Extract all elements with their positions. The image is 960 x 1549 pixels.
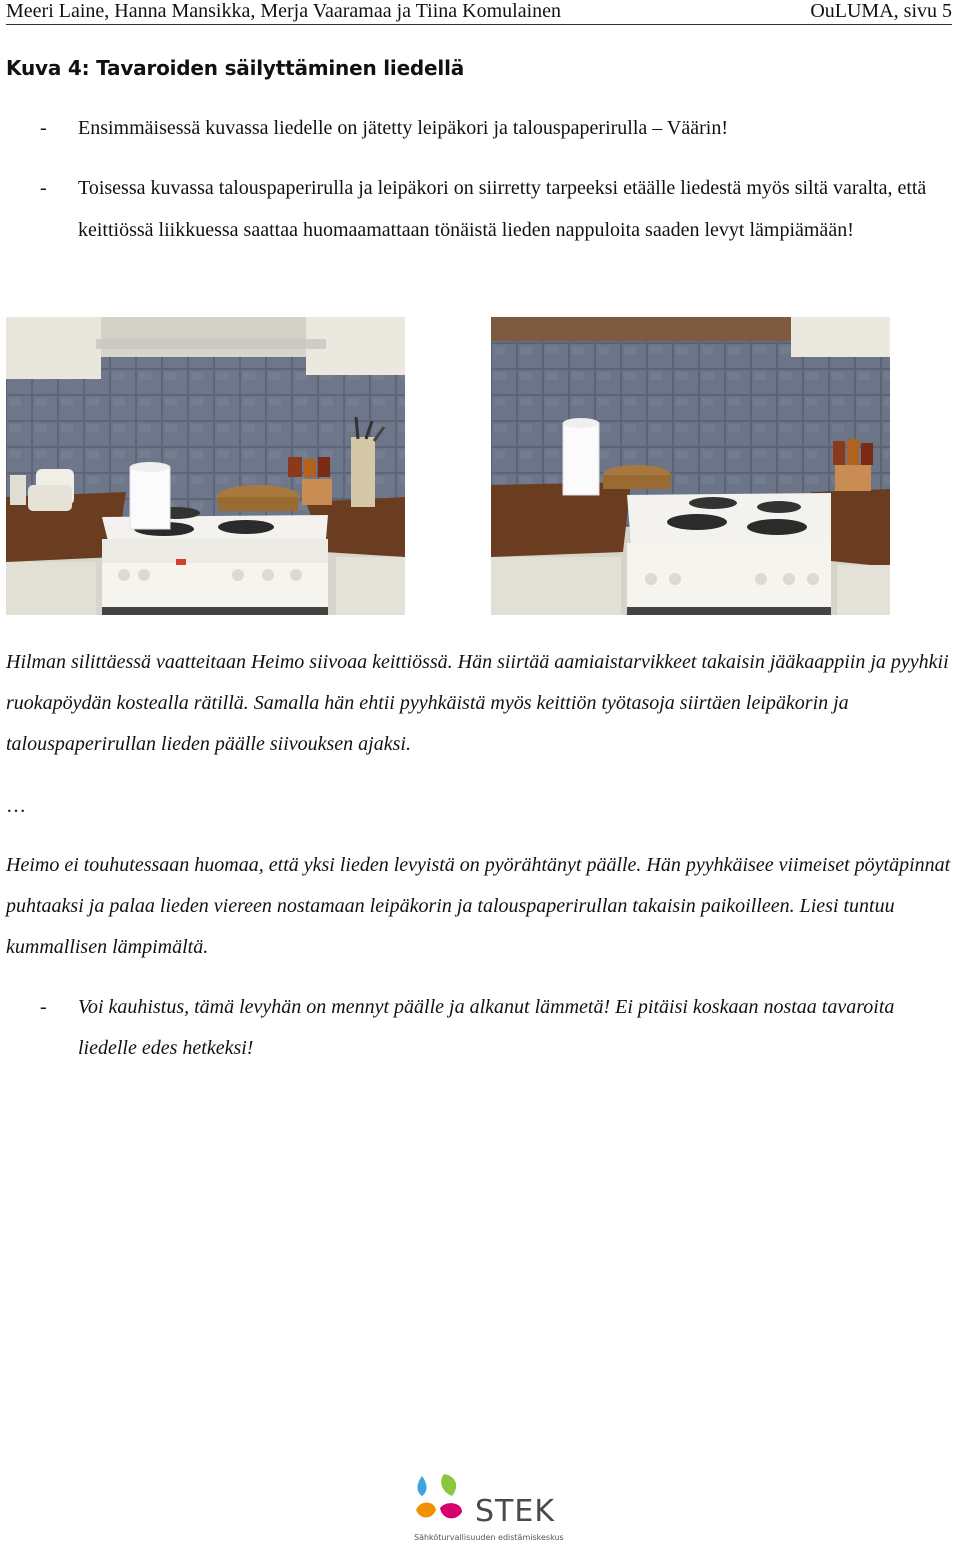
bullet-text: Toisessa kuvassa talouspaperirulla ja leipäkori on siirretty tarpeeksi etäälle liedestä myös siltä varalta, että keittiössä liikkuessa saattaa huomaamattaan tönäistä lieden nappuloita saaden levyt lämpiämään!: [78, 177, 927, 241]
kitchen-photo-right: [491, 317, 890, 615]
logo-subtitle: Sähköturvallisuuden edistämiskeskus: [414, 1533, 564, 1542]
bullet-item: [40, 167, 940, 251]
bullet-dash: -: [40, 996, 47, 1018]
bullet-text: Ensimmäisessä kuvassa liedelle on jätetty leipäkori ja talouspaperirulla – Väärin!: [78, 117, 728, 139]
header-authors: Meeri Laine, Hanna Mansikka, Merja Vaaramaa ja Tiina Komulainen: [6, 0, 562, 22]
logo-wordmark: STEK: [475, 1494, 555, 1529]
story-paragraph: Heimo ei touhutessaan huomaa, että yksi lieden levyistä on pyörähtänyt päälle. Hän pyyhkäisee viimeiset pöytäpinnat puhtaaksi ja palaa lieden viereen nostamaan leipäkorin ja talouspaperirullan takaisin paikoilleen. Liesi tuntuu kummallisen lämpimältä.: [6, 854, 951, 958]
bullet-item: [40, 107, 940, 149]
story-ellipsis: …: [6, 795, 26, 817]
bullet-dash: -: [40, 117, 47, 139]
header-page-number: OuLUMA, sivu 5: [810, 0, 952, 22]
figure-title: Kuva 4: Tavaroiden säilyttäminen liedellä: [6, 56, 465, 80]
page-header: [6, 0, 952, 25]
kitchen-photo-wrong: [6, 317, 405, 615]
bullet-dash: -: [40, 177, 47, 199]
story-paragraph: Hilman silittäessä vaatteitaan Heimo siivoaa keittiössä. Hän siirtää aamiaistarvikkeet takaisin jääkaappiin ja pyyhkii ruokapöydän kostealla rätillä. Samalla hän ehtii pyyhkäistä myös keittiön työtasoja siirtäen leipäkorin ja talouspaperirullan lieden päälle siivouksen ajaksi.: [6, 651, 949, 755]
exclamation-text: Voi kauhistus, tämä levyhän on mennyt päälle ja alkanut lämmetä! Ei pitäisi koskaan nostaa tavaroita liedelle edes hetkeksi!: [78, 996, 895, 1059]
exclamation-bullet: [40, 987, 955, 1069]
